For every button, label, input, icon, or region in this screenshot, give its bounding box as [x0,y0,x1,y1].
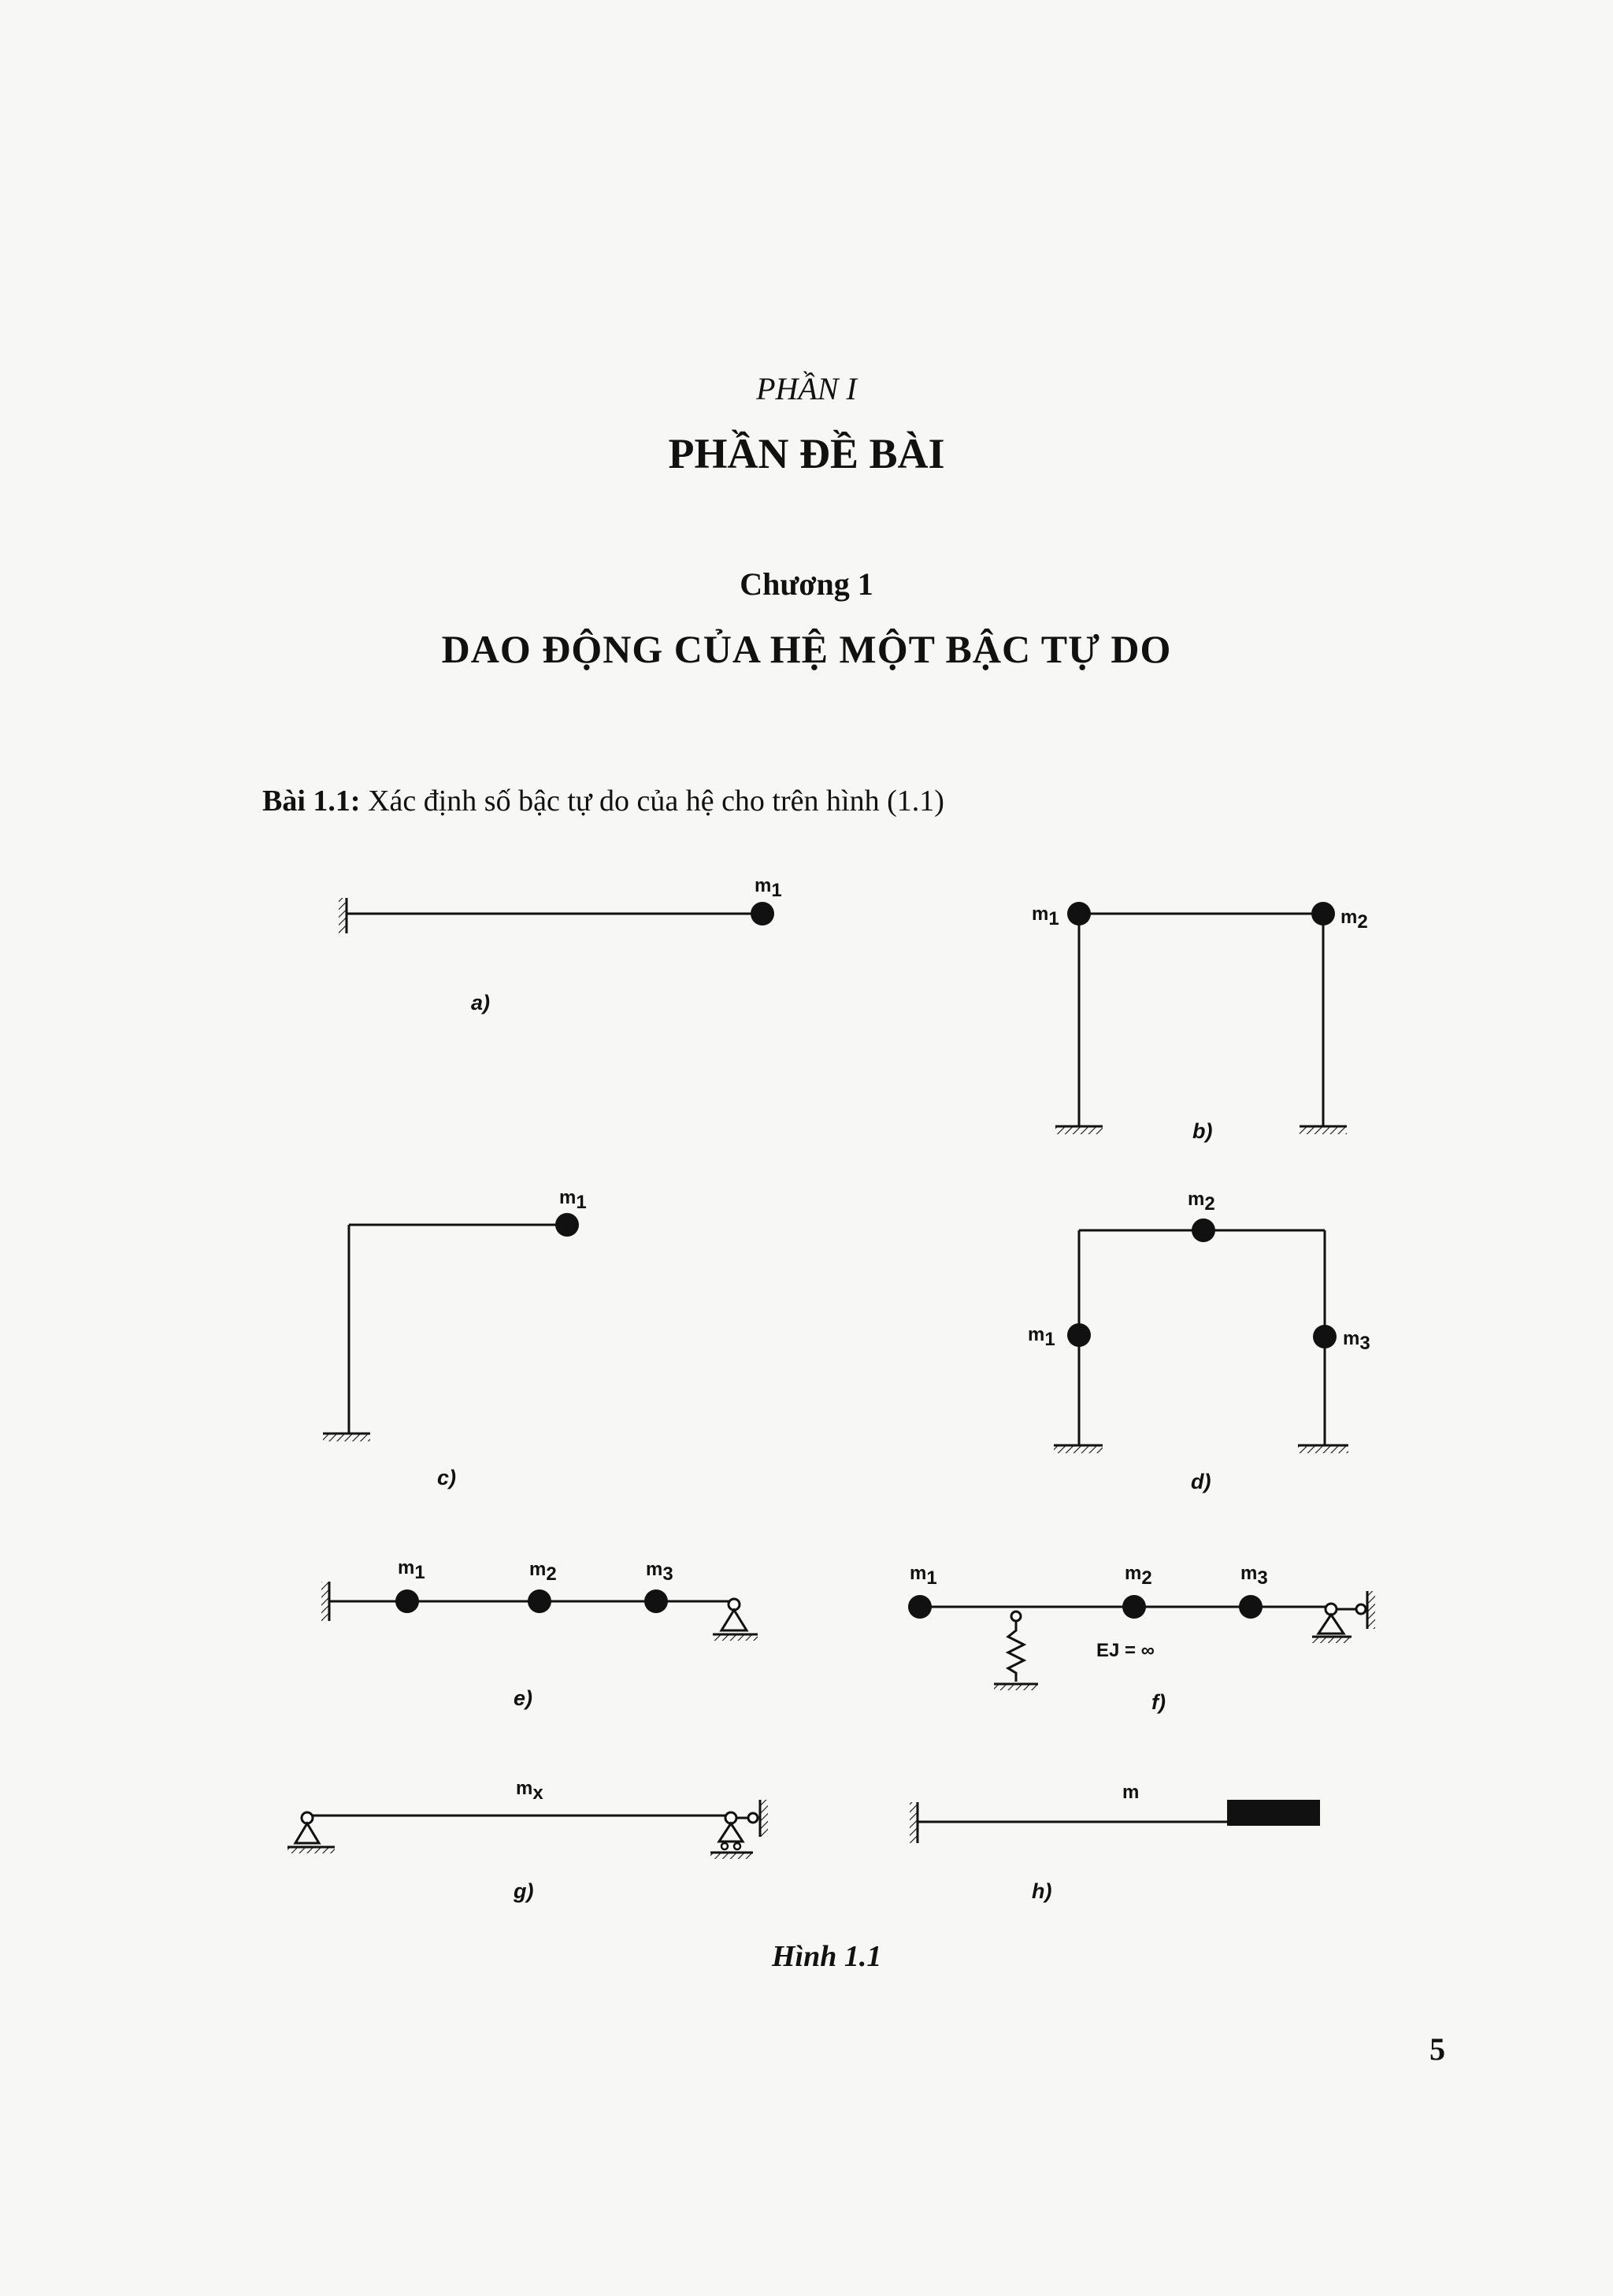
mass-label-m2: m2 [1340,907,1368,933]
mass-m1 [555,1213,579,1237]
mass-label-m2: m2 [1188,1189,1215,1215]
mass-m2 [1311,902,1335,925]
pin-support-left [295,1823,319,1843]
panel-b [1032,902,1368,1143]
figure-caption: Hình 1.1 [772,1940,882,1973]
panel-label-a: a) [471,991,491,1014]
mass-m1 [751,902,774,925]
mass-m2 [1122,1595,1146,1619]
panel-d [1028,1189,1370,1493]
page-number: 5 [1429,2031,1445,2067]
mass-label-m: m [1122,1782,1140,1803]
chapter-label: Chương 1 [740,566,873,602]
mass-m1 [395,1589,419,1613]
panel-f [908,1563,1375,1714]
panel-label-c: c) [437,1466,457,1489]
pin-support [1318,1615,1344,1634]
mass-m3 [1313,1325,1337,1348]
link-joint [1356,1604,1366,1614]
panel-label-h: h) [1032,1879,1052,1903]
panel-g [287,1778,768,1903]
roller [721,1843,728,1849]
mass-label-mx: mx [516,1778,543,1804]
part-label: PHẦN I [756,371,857,406]
panel-label-f: f) [1151,1690,1166,1714]
panel-label-e: e) [514,1686,533,1710]
mass-label-m3: m3 [646,1559,673,1585]
mass-label-m1: m1 [910,1563,937,1589]
pin-support-right [719,1823,743,1842]
mass-m1 [1067,902,1091,925]
panel-label-b: b) [1192,1119,1213,1143]
chapter-title: DAO ĐỘNG CỦA HỆ MỘT BẬC TỰ DO [441,627,1172,671]
mass-label-m1: m1 [559,1187,587,1213]
problem-text: Xác định số bậc tự do của hệ cho trên hình (1.1) [360,784,944,818]
panel-e [321,1557,758,1710]
mass-label-m2: m2 [529,1559,557,1585]
mass-m3 [1239,1595,1263,1619]
mass-m2 [528,1589,551,1613]
mass-label-m1: m1 [398,1557,425,1583]
panel-label-d: d) [1191,1470,1211,1493]
mass-label-m3: m3 [1343,1328,1370,1354]
panel-label-g: g) [514,1879,534,1903]
stiffness-label: EJ = ∞ [1096,1640,1155,1661]
mass-m1 [1067,1323,1091,1347]
pin-support [721,1610,747,1630]
mass-label-m1: m1 [1032,903,1059,929]
mass-label-m1: m1 [1028,1324,1055,1350]
mass-m3 [644,1589,668,1613]
panel-a [339,875,782,1014]
block-mass [1227,1800,1320,1826]
part-title: PHẦN ĐỀ BÀI [668,430,945,477]
panel-h [910,1782,1320,1903]
wall-hatch [339,898,347,933]
spring-joint [1011,1612,1021,1621]
mass-m2 [1192,1218,1215,1242]
mass-label-m3: m3 [1240,1563,1268,1589]
mass-label-m2: m2 [1125,1563,1152,1589]
mass-m1 [908,1595,932,1619]
mass-label-m1: m1 [755,875,782,901]
panel-c [323,1187,587,1489]
link-joint [748,1813,758,1823]
spring [1008,1621,1024,1682]
problem-number: Bài 1.1: [262,784,361,818]
